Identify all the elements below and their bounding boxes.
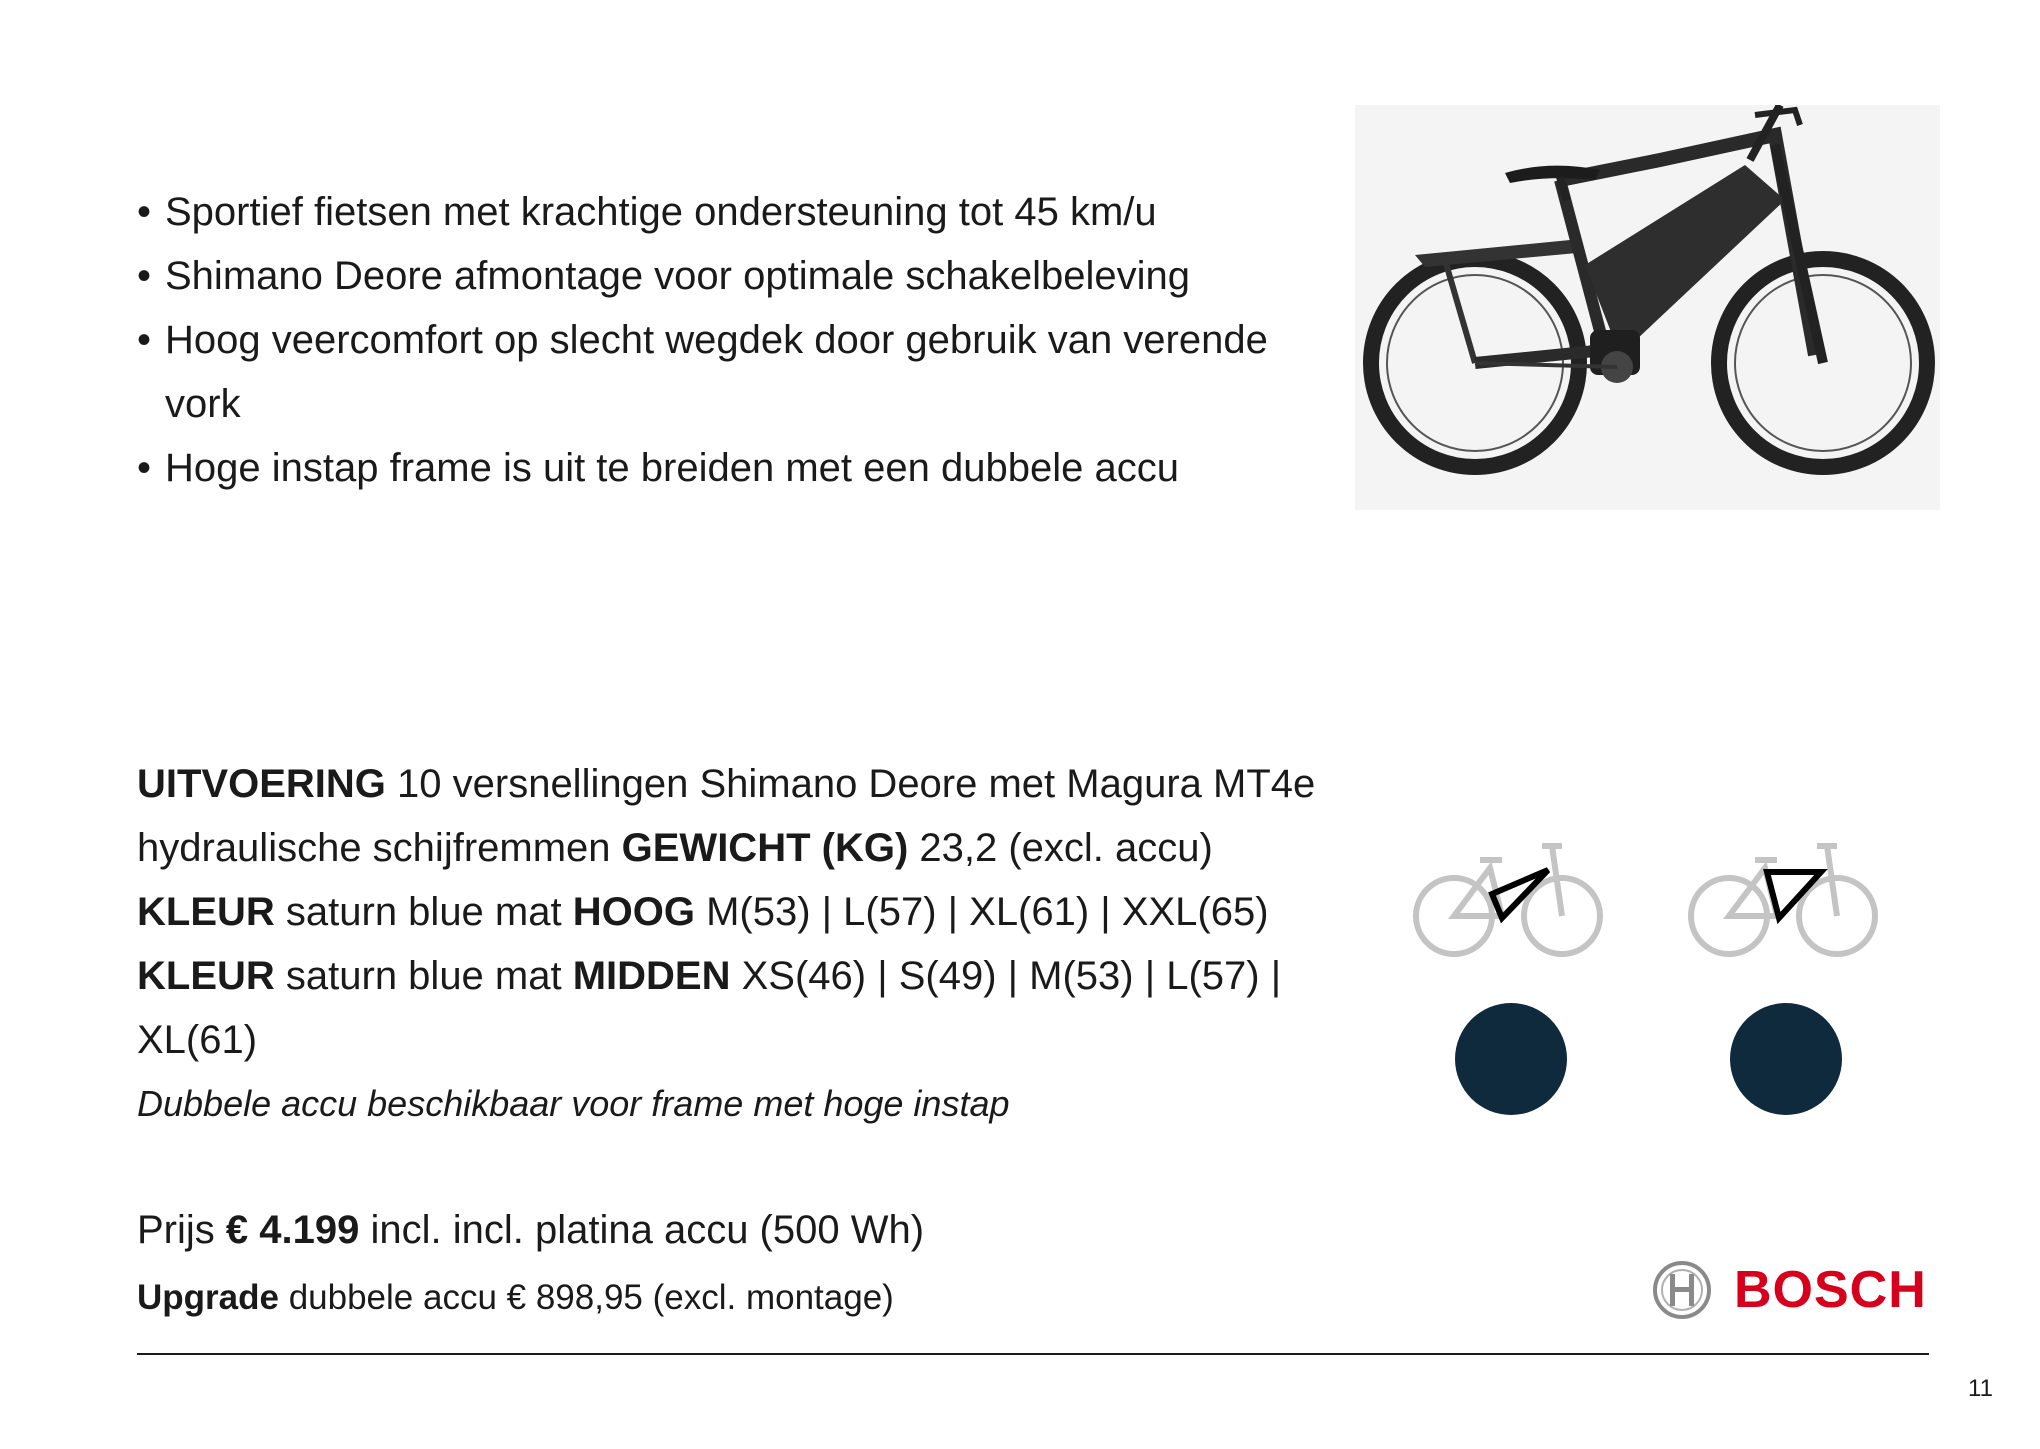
feature-item: • Shimano Deore afmontage voor optimale schakelbeleving [137,244,1297,308]
page-number: 11 [1968,1375,1993,1402]
color-swatch-midden [1455,1003,1567,1115]
price-prefix: Prijs [137,1208,226,1252]
midden-label: MIDDEN [572,954,731,998]
upgrade-label: Upgrade [137,1278,279,1317]
spec-paragraph [137,752,1317,1072]
feature-list [137,180,1297,500]
feature-item: • Hoge instap frame is uit te breiden met een dubbele accu [137,436,1297,500]
kleur-label: KLEUR [137,954,275,998]
double-battery-note: Dubbele accu beschikbaar voor frame met hoge instap [137,1083,1010,1124]
hoog-label: HOOG [572,890,695,934]
bosch-logo [1652,1258,1927,1322]
kleur-text: saturn blue mat [274,954,573,998]
feature-item: • Hoog veercomfort op slecht wegdek door gebruik van verende vork [137,308,1297,436]
kleur-label: KLEUR [137,890,275,934]
midden-sizes: XS(46) | S(49) | M(53) | L(57) | XL(61) [137,954,1282,1062]
price-line [137,1202,924,1258]
uitvoering-text: 10 versnellingen Shimano Deore met Magura MT4e hydraulische schijfremmen [137,762,1316,870]
gewicht-text: 23,2 (excl. accu) [908,826,1213,870]
color-swatch-hoog [1730,1003,1842,1115]
frame-hoog-icon [1685,838,1881,958]
gewicht-label: GEWICHT (KG) [621,826,909,870]
hoog-sizes: M(53) | L(57) | XL(61) | XXL(65) [694,890,1269,934]
frame-midden-icon [1410,838,1606,958]
feature-item: • Sportief fietsen met krachtige ondersteuning tot 45 km/u [137,180,1297,244]
uitvoering-label: UITVOERING [137,762,386,806]
bottom-divider [137,1353,1929,1355]
bosch-wordmark: BOSCH [1734,1261,1927,1319]
bosch-logo-icon [1652,1260,1712,1320]
price-suffix: incl. incl. platina accu (500 Wh) [359,1208,925,1252]
upgrade-text: dubbele accu € 898,95 (excl. montage) [278,1278,894,1317]
kleur-text: saturn blue mat [274,890,573,934]
bike-photo [1355,105,1940,510]
upgrade-line [137,1274,894,1322]
price-amount: € 4.199 [225,1208,360,1252]
